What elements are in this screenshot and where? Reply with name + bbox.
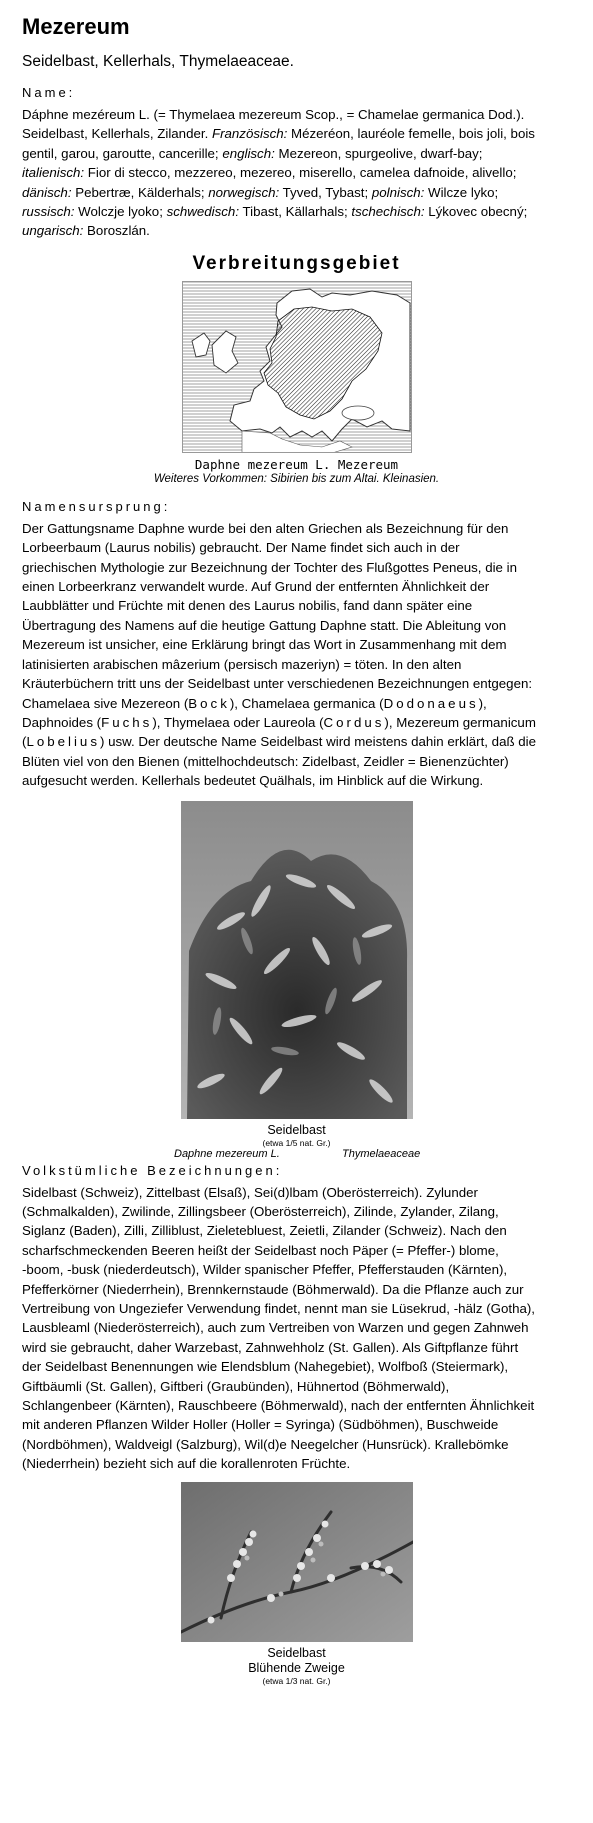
- origin-line: Übertragung des Namens auf die heutige Gattung Daphne statt. Die Ableitung von: [22, 617, 507, 633]
- folk-line: (Nordböhmen), Waldveigl (Salzburg), Wil(d)e Neegelcher (Hunsrück). Krallebömke: [22, 1436, 509, 1452]
- origin-line: Chamelaea sive Mezereon (Bock), Chamelaea germanica (Dodonaeus),: [22, 695, 487, 711]
- origin-line: Mezereum ist unsicher, eine Erklärung bringt das Wort in Zusammenhang mit dem: [22, 637, 507, 653]
- folk-section-label: Volkstümliche Bezeichnungen:: [22, 1162, 283, 1178]
- name-line: gentil, garou, garoutte, cancerille; englisch: Mezereon, spurgeolive, dwarf-bay;: [22, 145, 483, 161]
- shrub-photo-image: [181, 801, 413, 1119]
- name-line: ungarisch: Boroszlán.: [22, 223, 150, 239]
- flowering-twigs-caption: Seidelbast: [267, 1645, 326, 1660]
- page-subtitle: Seidelbast, Kellerhals, Thymelaeaceae.: [22, 53, 294, 70]
- folk-line: (Schmalkalden), Zwilinde, Zillingsbeer (Oberösterreich), Zilinde, Zylander, Zilang,: [22, 1203, 499, 1219]
- folk-line: Vertreibung von Ungeziefer Verwendung findet, nennt man sie Lüsekrud, -hälz (Gotha),: [22, 1300, 535, 1316]
- origin-line: Kräuterbüchern tritt uns der Seidelbast unter verschiedenen Bezeichnungen entgegen:: [22, 676, 533, 692]
- shrub-photo-caption: Seidelbast: [267, 1122, 326, 1137]
- folk-line: mit anderen Pflanzen Wilder Holler (Holler = Syringa) (Südböhmen), Buschweide: [22, 1417, 499, 1433]
- map-title: Verbreitungsgebiet: [192, 252, 401, 274]
- name-paragraph: [22, 105, 571, 241]
- map-subcaption: Weiteres Vorkommen: Sibirien bis zum Altai. Kleinasien.: [153, 472, 440, 485]
- flowering-twigs-photo-image: [181, 1482, 413, 1642]
- folk-line: der Seidelbast Benennungen wie Elendsblum (Nahegebiet), Wolfboß (Steiermark),: [22, 1359, 509, 1375]
- origin-line: einen Lorbeerkranz verwandelt wurde. Auf Grund der entfernten Ähnlichkeit der: [22, 579, 490, 595]
- origin-line: Laubblätter und Früchte mit denen des Laurus nobilis, fand dann später eine: [22, 598, 473, 614]
- origin-line: latinisierten arabischen mâzerium (persisch mazeriyn) = töten. In den alten: [22, 656, 462, 672]
- folk-line: scharfschmeckenden Beeren heißt der Seidelbast noch Päper (= Pfeffer-) blome,: [22, 1242, 499, 1258]
- folk-paragraph: [22, 1183, 571, 1474]
- origin-line: Daphnoides (Fuchs), Thymelaea oder Laureola (Cordus), Mezereum germanicum: [22, 714, 536, 730]
- distribution-map-image: [182, 281, 412, 453]
- folk-line: Giftbäumli (St. Gallen), Giftberi (Graubünden), Hühnertod (Böhmerwald),: [22, 1378, 450, 1394]
- origin-paragraph: [22, 519, 571, 791]
- folk-line: Lausbleaml (Niederösterreich), auch zum Vertreiben von Warzen und gegen Zahnweh: [22, 1320, 529, 1336]
- folk-line: (Niederrhein) bezieht sich auf die korallenroten Früchte.: [22, 1456, 351, 1472]
- name-line: italienisch: Fior di stecco, mezzereo, mezereo, miserello, camelea dafnoide, alivello;: [22, 165, 517, 181]
- folk-line: Sidelbast (Schweiz), Zittelbast (Elsaß), Sei(d)lbam (Oberösterreich). Zylunder: [22, 1184, 478, 1200]
- folk-line: Siglanz (Baden), Zilli, Zilliblust, Zieletebluest, Zeietli, Zilander (Schweiz). Nach den: [22, 1223, 507, 1239]
- shrub-photo-names: [22, 1148, 571, 1162]
- folk-line: wird sie gebraucht, daher Warzebast, Zahnwehholz (St. Gallen). Als Giftpflanze führt: [22, 1339, 519, 1355]
- map-caption: Daphne mezereum L. Mezereum: [194, 456, 399, 472]
- shrub-photo-scale: (etwa 1/5 nat. Gr.): [262, 1137, 331, 1148]
- name-line: russisch: Wolczje lyoko; schwedisch: Tibast, Källarhals; tschechisch: Lýkovec obecný;: [22, 204, 528, 220]
- page-title: Mezereum: [22, 14, 130, 39]
- origin-line: Der Gattungsname Daphne wurde bei den alten Griechen als Bezeichnung für den: [22, 520, 509, 536]
- name-line: dänisch: Pebertræ, Kälderhals; norwegisch: Tyved, Tybast; polnisch: Wilcze lyko;: [22, 184, 499, 200]
- folk-line: Pfefferkörner (Niederrhein), Brennkernstaude (Böhmerwald). Da die Pflanze auch zur: [22, 1281, 524, 1297]
- flowering-twigs-caption-2: Blühende Zweige: [248, 1660, 345, 1675]
- shrub-photo-latin-name: Daphne mezereum L.: [174, 1147, 280, 1160]
- name-line: Seidelbast, Kellerhals, Zilander. Französisch: Mézeréon, lauréole femelle, bois joli, bois: [22, 126, 535, 142]
- name-line: Dáphne mezéreum L. (= Thymelaea mezereum Scop., = Chamelae germanica Dod.).: [22, 107, 525, 122]
- origin-line: aufgesucht werden. Kellerhals bedeutet Quälhals, im Hinblick auf die Wirkung.: [22, 773, 484, 789]
- name-section-label: Name:: [22, 85, 76, 100]
- origin-line: (Lobelius) usw. Der deutsche Name Seidelbast wird meistens dahin erklärt, daß die: [22, 734, 537, 750]
- shrub-photo-family: Thymelaeaceae: [342, 1147, 421, 1160]
- flowering-twigs-scale: (etwa 1/3 nat. Gr.): [262, 1675, 331, 1686]
- folk-line: -boom, -busk (niederdeutsch), Wilder spanischer Pfeffer, Pfefferstauden (Kärnten),: [22, 1262, 508, 1278]
- origin-line: Blüten viel von den Bienen (mittelhochdeutsch: Zidelbast, Zeidler = Bienenzüchter): [22, 753, 509, 769]
- folk-line: Schlangenbeer (Kärnten), Rauschbeere (Böhmerwald), nach der entfernten Ähnlichkeit: [22, 1398, 535, 1413]
- origin-section-label: Namensursprung:: [22, 498, 171, 514]
- origin-line: griechischen Mythologie zur Bezeichnung der Tochter des Flußgottes Peneus, die in: [22, 559, 517, 575]
- origin-line: Lorbeerbaum (Laurus nobilis) gebraucht. Der Name findet sich auch in der: [22, 540, 460, 556]
